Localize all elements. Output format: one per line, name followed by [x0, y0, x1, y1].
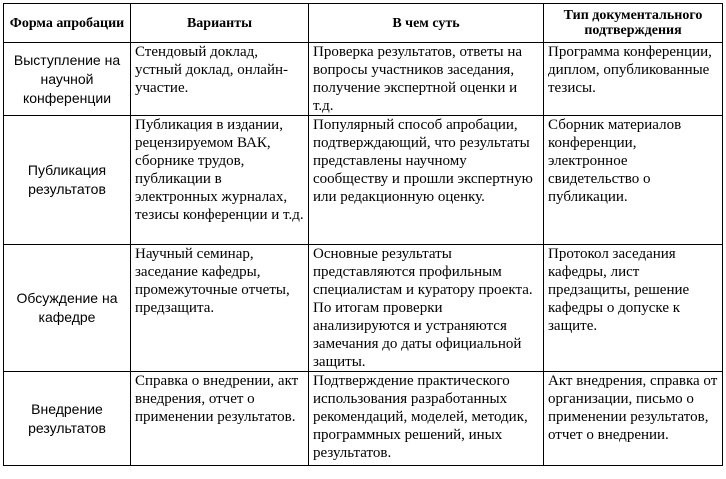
variants-cell: Публикация в издании, рецензируемом ВАК, сборнике трудов, публикации в электронных журналах, тезисы конференции и т.д.	[131, 116, 309, 245]
variants-cell: Стендовый доклад, устный доклад, онлайн-участие.	[131, 43, 309, 116]
essence-cell: Популярный способ апробации, подтверждающий, что результаты представлены научному сообществу и прошли экспертную или редакционную оценку.	[309, 116, 544, 245]
table-header-row	[4, 4, 723, 43]
essence-cell: Подтверждение практического использования разработанных рекомендаций, моделей, методик, программных решений, иных результатов.	[309, 372, 544, 466]
form-cell: Внедрение результатов	[4, 372, 131, 466]
header-documents: Тип документального подтверждения	[544, 4, 723, 43]
variants-cell: Научный семинар, заседание кафедры, промежуточные отчеты, предзащита.	[131, 245, 309, 372]
essence-cell: Проверка результатов, ответы на вопросы участников заседания, получение экспертной оценки и т.д.	[309, 43, 544, 116]
table-row	[4, 43, 723, 116]
form-cell: Выступление на научной конференции	[4, 43, 131, 116]
variants-cell: Справка о внедрении, акт внедрения, отчет о применении результатов.	[131, 372, 309, 466]
documents-cell: Программа конференции, диплом, опубликованные тезисы.	[544, 43, 723, 116]
header-essence: В чем суть	[309, 4, 544, 43]
form-cell: Публикация результатов	[4, 116, 131, 245]
documents-cell: Акт внедрения, справка от организации, письмо о применении результатов, отчет о внедрении.	[544, 372, 723, 466]
essence-cell: Основные результаты представляются профильным специалистам и куратору проекта. По итогам проверки анализируются и устраняются замечания до даты официальной защиты.	[309, 245, 544, 372]
approbation-table	[3, 3, 723, 466]
form-cell: Обсуждение на кафедре	[4, 245, 131, 372]
header-variants: Варианты	[131, 4, 309, 43]
documents-cell: Протокол заседания кафедры, лист предзащиты, решение кафедры о допуске к защите.	[544, 245, 723, 372]
table-row	[4, 245, 723, 372]
documents-cell: Сборник материалов конференции, электронное свидетельство о публикации.	[544, 116, 723, 245]
header-form: Форма апробации	[4, 4, 131, 43]
table-row	[4, 372, 723, 466]
table-row	[4, 116, 723, 245]
